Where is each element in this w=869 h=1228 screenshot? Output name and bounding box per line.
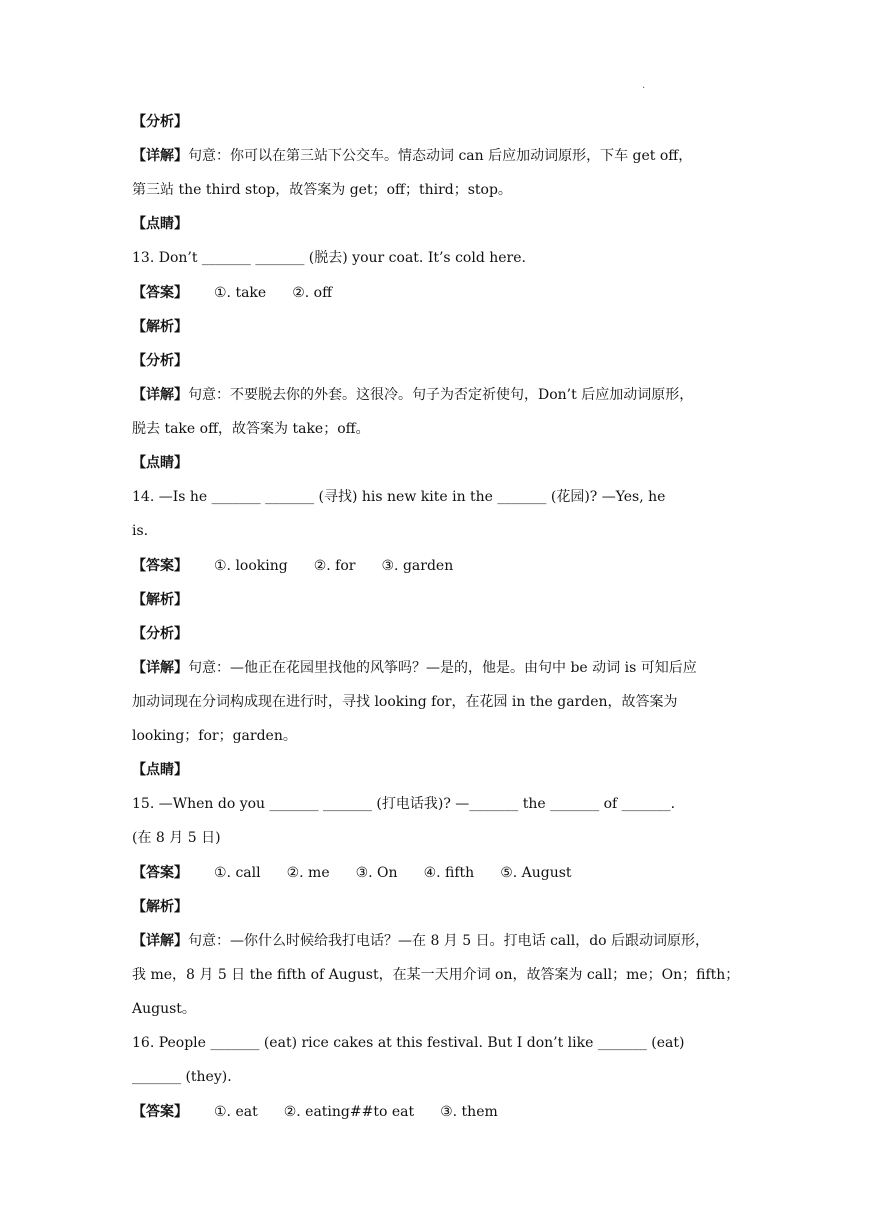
- answer-option: ①. call: [214, 865, 261, 881]
- answer-line: [132, 863, 742, 883]
- detail-text: 句意：—他正在花园里找他的风筝吗？—是的，他是。由句中 be 动词 is 可知后应: [188, 660, 697, 676]
- detail-line: 第三站 the third stop，故答案为 get；off；third；stop。: [132, 182, 512, 198]
- detail-text: 句意：—你什么时候给我打电话？—在 8 月 5 日。打电话 call，do 后跟动词原形，: [188, 933, 710, 949]
- answer-option: ⑤. August: [500, 865, 572, 881]
- detail-label: 【详解】: [132, 387, 188, 403]
- answer-label: 【答案】: [132, 285, 188, 301]
- answer-label: 【答案】: [132, 558, 188, 574]
- comment-label: 【点睛】: [132, 762, 188, 778]
- comment-tag: [132, 453, 742, 473]
- analysis-label: 【分析】: [132, 114, 188, 130]
- explanation-tag: [132, 897, 742, 917]
- question-16: 16. People _______ (eat) rice cakes at this festival. But I don’t like _______ (eat): [132, 1035, 685, 1051]
- answer-line: [132, 556, 742, 576]
- question-15-cont: (在 8 月 5 日): [132, 830, 221, 846]
- answer-option: ②. for: [313, 558, 356, 574]
- answer-option: ②. off: [292, 285, 333, 301]
- detail-line: 脱去 take off，故答案为 take；off。: [132, 421, 370, 437]
- answer-label: 【答案】: [132, 1104, 188, 1120]
- question-16-cont: _______ (they).: [132, 1069, 232, 1085]
- answer-option: ①. take: [214, 285, 267, 301]
- detail-label: 【详解】: [132, 660, 188, 676]
- answer-option: ②. me: [286, 865, 330, 881]
- detail-line: [132, 146, 742, 166]
- answer-option: ②. eating##to eat: [283, 1104, 415, 1120]
- comment-label: 【点睛】: [132, 216, 188, 232]
- analysis-tag: [132, 624, 742, 644]
- detail-label: 【详解】: [132, 148, 188, 164]
- detail-line: looking；for；garden。: [132, 728, 297, 744]
- question-14-cont: is.: [132, 523, 149, 539]
- detail-line: [132, 385, 742, 405]
- explanation-label: 【解析】: [132, 899, 188, 915]
- explanation-tag: [132, 317, 742, 337]
- question-15: 15. —When do you _______ _______ (打电话我)? —_______ the _______ of _______.: [132, 796, 676, 812]
- answer-option: ③. On: [355, 865, 398, 881]
- comment-label: 【点睛】: [132, 455, 188, 471]
- question-13: 13. Don’t _______ _______ (脱去) your coat. It’s cold here.: [132, 250, 526, 266]
- answer-label: 【答案】: [132, 865, 188, 881]
- explanation-label: 【解析】: [132, 592, 188, 608]
- comment-tag: [132, 760, 742, 780]
- header-dot: .: [642, 80, 646, 91]
- answer-option: ③. garden: [381, 558, 454, 574]
- detail-line: 加动词现在分词构成现在进行时，寻找 looking for，在花园 in the garden，故答案为: [132, 694, 678, 710]
- analysis-tag: [132, 351, 742, 371]
- detail-text: 句意：不要脱去你的外套。这很冷。句子为否定祈使句，Don’t 后应加动词原形，: [188, 387, 694, 403]
- answer-line: [132, 283, 742, 303]
- answer-option: ④. fifth: [423, 865, 475, 881]
- detail-line: 我 me，8 月 5 日 the fifth of August，在某一天用介词 on，故答案为 call；me；On；fifth；: [132, 967, 740, 983]
- answer-option: ③. them: [440, 1104, 498, 1120]
- analysis-label: 【分析】: [132, 353, 188, 369]
- detail-line: [132, 931, 742, 951]
- question-14: 14. —Is he _______ _______ (寻找) his new kite in the _______ (花园)? —Yes, he: [132, 489, 666, 505]
- analysis-tag: [132, 112, 742, 132]
- explanation-tag: [132, 590, 742, 610]
- explanation-label: 【解析】: [132, 319, 188, 335]
- answer-option: ①. eat: [214, 1104, 258, 1120]
- comment-tag: [132, 214, 742, 234]
- answer-line: [132, 1102, 742, 1122]
- analysis-label: 【分析】: [132, 626, 188, 642]
- detail-label: 【详解】: [132, 933, 188, 949]
- answer-option: ①. looking: [214, 558, 288, 574]
- detail-line: [132, 658, 742, 678]
- detail-text: 句意：你可以在第三站下公交车。情态动词 can 后应加动词原形，下车 get off，: [188, 148, 693, 164]
- detail-line: August。: [132, 1001, 196, 1017]
